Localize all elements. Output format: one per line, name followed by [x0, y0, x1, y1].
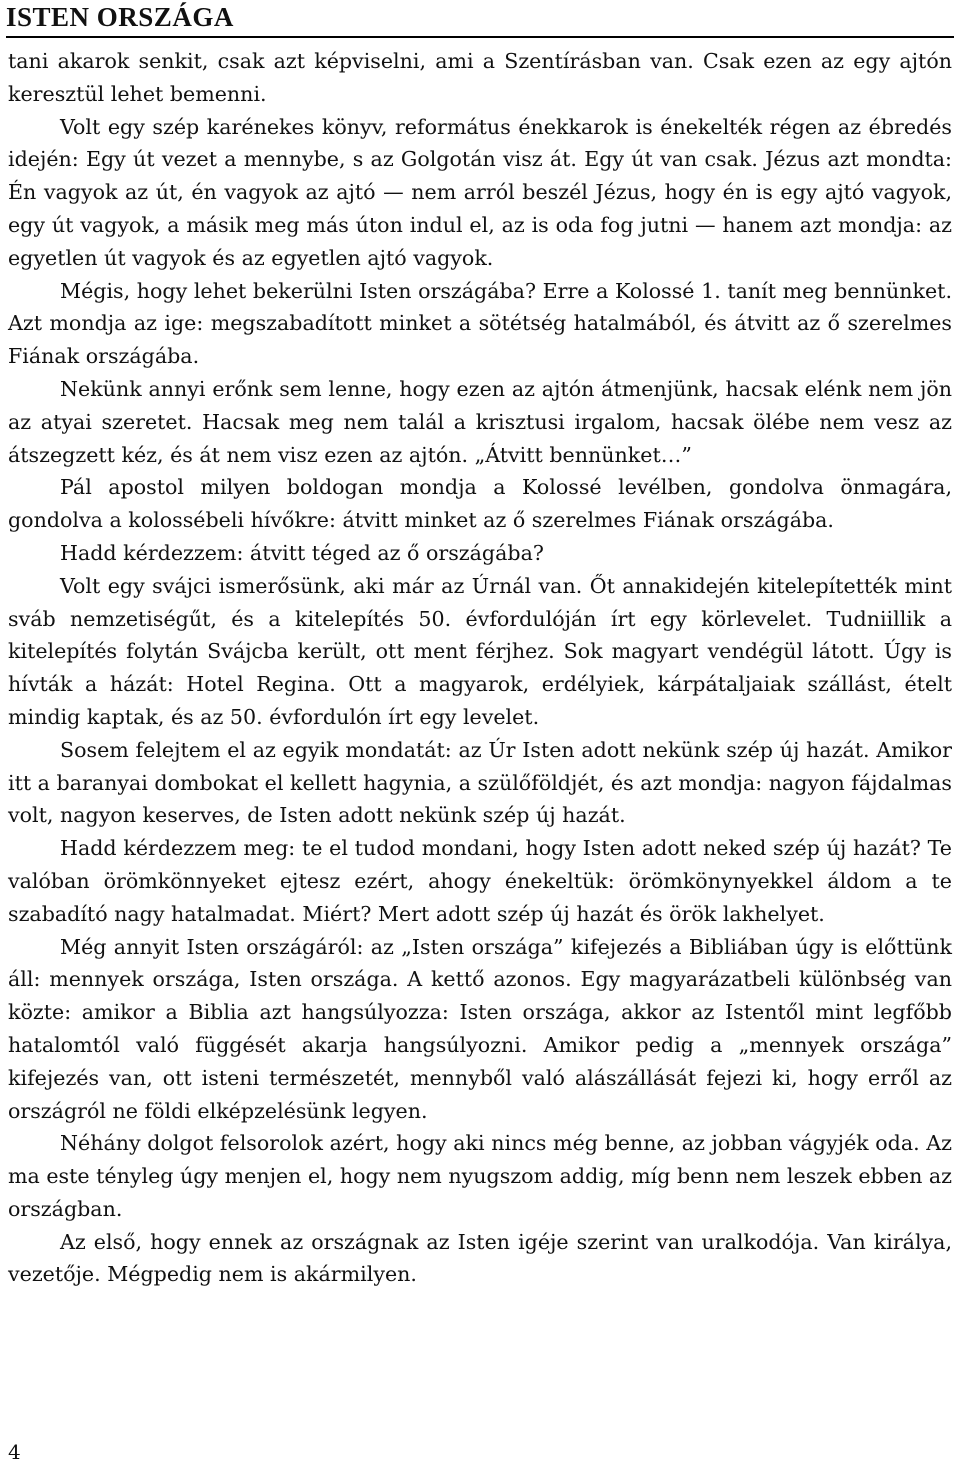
paragraph: Volt egy svájci ismerősünk, aki már az Úrnál van. Őt annakidején kitelepítették mint sváb nemzetiségűt, és a kitelepítés 50. évfordulóján írt egy körlevelet. Tudniillik a kitelepítés folytán Svájcba került, ott ment férjhez. Sok magyart vendégül látott. Úgy is hívták a házát: Hotel Regina. Ott a magyarok, erdélyiek, kárpátaljaiak szállást, ételt mindig kaptak, és az 50. évfordulón írt egy levelet.	[8, 573, 952, 729]
paragraph: Az első, hogy ennek az országnak az Isten igéje szerint van uralkodója. Van királya, vezetője. Mégpedig nem is akármilyen.	[8, 1229, 952, 1287]
body-text	[8, 45, 952, 1291]
running-header-title: ISTEN ORSZÁGA	[6, 2, 234, 32]
paragraph: Sosem felejtem el az egyik mondatát: az Úr Isten adott nekünk szép új hazát. Amikor itt a baranyai dombokat el kellett hagynia, a szülőföldjét, és azt mondja: nagyon fájdalmas volt, nagyon keserves, de Isten adott nekünk szép új hazát.	[8, 737, 952, 828]
paragraph: Nekünk annyi erőnk sem lenne, hogy ezen az ajtón átmenjünk, hacsak elénk nem jön az atyai szeretet. Hacsak meg nem talál a krisztusi irgalom, hacsak ölébe nem vesz az átszegzett kéz, és át nem visz ezen az ajtón. „Átvitt bennünket…”	[8, 376, 952, 467]
paragraph: Néhány dolgot felsorolok azért, hogy aki nincs még benne, az jobban vágyjék oda. Az ma este tényleg úgy menjen el, hogy nem nyugszom addig, míg benn nem leszek ebben az országban.	[8, 1131, 953, 1221]
paragraph: Mégis, hogy lehet bekerülni Isten országába? Erre a Kolossé 1. tanít meg bennünket. Azt mondja az ige: megszabadított minket a sötétség hatalmából, és átvitt az ő szerelmes Fiának országába.	[8, 278, 952, 369]
paragraph: Pál apostol milyen boldogan mondja a Kolossé levélben, gondolva önmagára, gondolva a kolossébeli hívőkre: átvitt minket az ő szerelmes Fiának országába.	[8, 475, 952, 533]
paragraph: Hadd kérdezzem: átvitt téged az ő országába?	[60, 540, 544, 565]
header-rule	[6, 36, 954, 38]
paragraph: tani akarok senkit, csak azt képviselni, ami a Szentírásban van. Csak ezen az egy ajtón keresztül lehet bemenni.	[8, 49, 952, 106]
paragraph: Volt egy szép karénekes könyv, református énekkarok is énekelték régen az ébredés idején: Egy út vezet a mennybe, s az Golgotán visz át. Egy út van csak. Jézus azt mondta: Én vagyok az út, én vagyok az ajtó — nem arról beszél Jézus, hogy én is egy ajtó vagyok, egy út vagyok, a másik meg más úton indul el, az is oda fog jutni — hanem azt mondja: az egyetlen út vagyok és az egyetlen ajtó vagyok.	[8, 114, 952, 270]
paragraph: Még annyit Isten országáról: az „Isten országa” kifejezés a Bibliában úgy is előttünk áll: mennyek országa, Isten országa. A kettő azonos. Egy magyarázatbeli különbség van közte: amikor a Biblia azt hangsúlyozza: Isten országa, akkor az Istentől mint legfőbb hatalomtól való függését akarja hangsúlyozni. Amikor pedig a „mennyek országa” kifejezés van, ott isteni természetét, mennyből való alászállását fejezi ki, hogy erről az országról ne földi elképzelésünk legyen.	[8, 934, 952, 1123]
page-number: 4	[8, 1440, 21, 1464]
paragraph: Hadd kérdezzem meg: te el tudod mondani, hogy Isten adott neked szép új hazát? Te valóban örömkönnyeket ejtesz ezért, ahogy énekeltük: örömkönynyekkel áldom a te szabadító nagy hatalmadat. Miért? Mert adott szép új hazát és örök lakhelyet.	[8, 836, 952, 926]
